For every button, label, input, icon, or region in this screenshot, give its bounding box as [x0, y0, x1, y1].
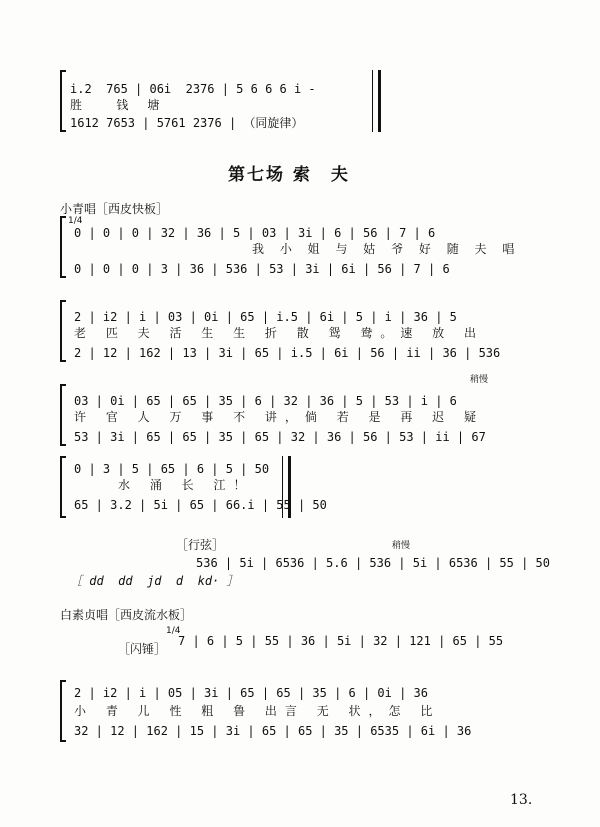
system-5: [60, 680, 538, 742]
lyrics-line: 水 涌 长 江！: [118, 478, 254, 492]
lyrics-line: 老 匹 夫 活 生 生 折 散 鸳 鸯。速 放 出: [74, 326, 484, 340]
lyrics-line: 我 小 姐 与 姑 爷 好 随 夫 唱: [252, 242, 521, 256]
accomp-line: 0 | 0 | 0 | 3 | 36 | 536 | 53 | 3i | 6i | 56 | 7 | 6: [74, 262, 450, 276]
percussion-line: ［ dd dd jd d kd· ］: [70, 574, 239, 588]
lyrics-line: 小 青 儿 性 粗 鲁 出言 无 状，怎 比: [74, 704, 441, 718]
final-barline: [372, 70, 381, 132]
melody-line: 2 | i2 | i | 03 | 0i | 65 | i.5 | 6i | 5 | i | 36 | 5: [74, 310, 457, 324]
time-signature: 1/4: [68, 216, 83, 226]
accomp-line: 2 | 12 | 162 | 13 | 3i | 65 | i.5 | 6i | 56 | ii | 36 | 536: [74, 346, 501, 360]
melody-line: 0 | 3 | 5 | 65 | 6 | 5 | 50: [74, 462, 270, 476]
system-2: [60, 300, 538, 362]
accomp-line: 65 | 3.2 | 5i | 65 | 66.i | 55 | 50: [74, 498, 327, 512]
system-bracket: [60, 70, 66, 132]
section-header: 白素贞唱［西皮流水板］: [60, 608, 193, 622]
top-system: [60, 70, 380, 132]
top-melody: i.2 765 | 06i 2376 | 5 6 6 6 i -: [70, 82, 316, 96]
lyrics-line: 许 官 人 万 事 不 讲，倘 若 是 再 迟 疑: [74, 410, 484, 424]
system-3: [60, 375, 538, 446]
tempo-marking: 稍慢: [470, 375, 489, 385]
time-signature: 1/4: [166, 626, 181, 636]
page-number: 13.: [510, 792, 533, 808]
accomp-line: 53 | 3i | 65 | 65 | 35 | 65 | 32 | 36 | 56 | 53 | ii | 67: [74, 430, 486, 444]
system-4: [60, 456, 327, 518]
system-bracket: [60, 216, 66, 278]
system-bracket: [60, 680, 66, 742]
system-bracket: [60, 456, 66, 518]
top-accomp: 1612 7653 | 5761 2376 | （同旋律）: [70, 116, 304, 130]
interlude-melody: 536 | 5i | 6536 | 5.6 | 536 | 5i | 6536 | 55 | 50: [196, 556, 551, 570]
section-header: 小青唱［西皮快板］: [60, 202, 169, 216]
melody-line: 0 | 0 | 0 | 32 | 36 | 5 | 03 | 3i | 6 | 56 | 7 | 6: [74, 226, 436, 240]
system-bracket: [60, 384, 66, 446]
top-lyrics: 胜 钱 塘: [70, 98, 160, 112]
intro-line: 7 | 6 | 5 | 55 | 36 | 5i | 32 | 121 | 65 | 55: [178, 634, 504, 648]
interlude-label: ［行弦］: [176, 538, 225, 552]
melody-line: 03 | 0i | 65 | 65 | 35 | 6 | 32 | 36 | 5 | 53 | i | 6: [74, 394, 457, 408]
system-bracket: [60, 300, 66, 362]
melody-line: 2 | i2 | i | 05 | 3i | 65 | 65 | 35 | 6 | 0i | 36: [74, 686, 429, 700]
system-1: [60, 216, 538, 278]
accomp-line: 32 | 12 | 162 | 15 | 3i | 65 | 65 | 35 | 6535 | 6i | 36: [74, 724, 472, 738]
intro-label: ［闪锤］: [118, 642, 167, 656]
final-barline: [282, 456, 291, 518]
tempo-marking: 稍慢: [392, 541, 411, 551]
scene-title: 第七场 索 夫: [228, 165, 350, 185]
